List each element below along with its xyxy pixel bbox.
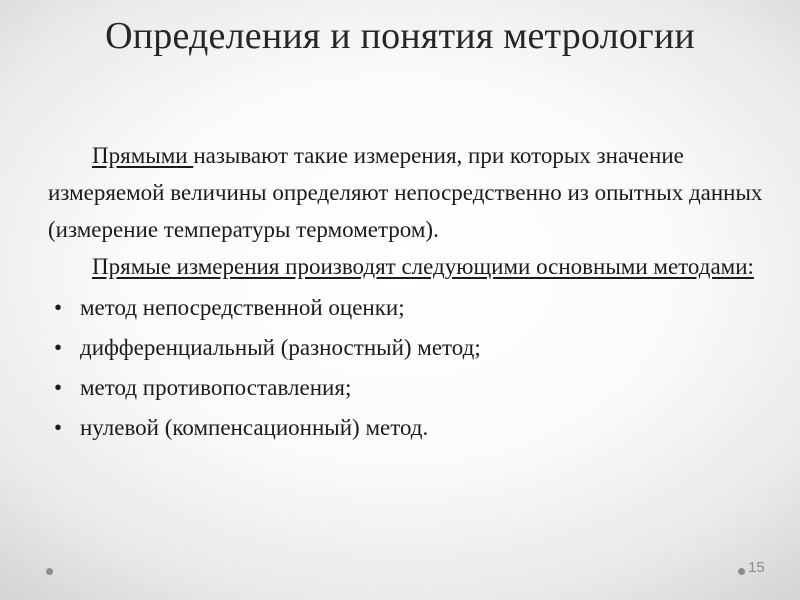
- term-direct: Прямыми: [92, 143, 194, 168]
- list-item: [48, 369, 768, 406]
- list-item-text: нулевой (компенсационный) метод.: [80, 415, 429, 440]
- right-dot-icon: [738, 568, 745, 575]
- list-item-text: дифференциальный (разностный) метод;: [80, 335, 481, 360]
- definition-paragraph: [48, 137, 768, 248]
- page-number: 15: [748, 559, 765, 576]
- left-dot-icon: [46, 568, 53, 575]
- bullet-icon: •: [54, 295, 63, 320]
- methods-heading: Прямые измерения производят следующими основными методами:: [92, 254, 754, 279]
- slide-content: [48, 137, 768, 446]
- list-item-text: метод непосредственной оценки;: [80, 295, 405, 320]
- list-item-text: метод противопоставления;: [80, 375, 352, 400]
- definition-text: называют такие измерения, при которых значение измеряемой величины определяют непосредственно из опытных данных (измерение температуры термометром).: [48, 143, 763, 242]
- methods-list: [48, 289, 768, 446]
- slide-title: Определения и понятия метрологии: [105, 15, 695, 57]
- bullet-icon: •: [54, 375, 63, 400]
- list-item: [48, 329, 768, 366]
- list-item: [48, 409, 768, 446]
- list-item: [48, 289, 768, 326]
- bullet-icon: •: [54, 415, 63, 440]
- bullet-icon: •: [54, 335, 63, 360]
